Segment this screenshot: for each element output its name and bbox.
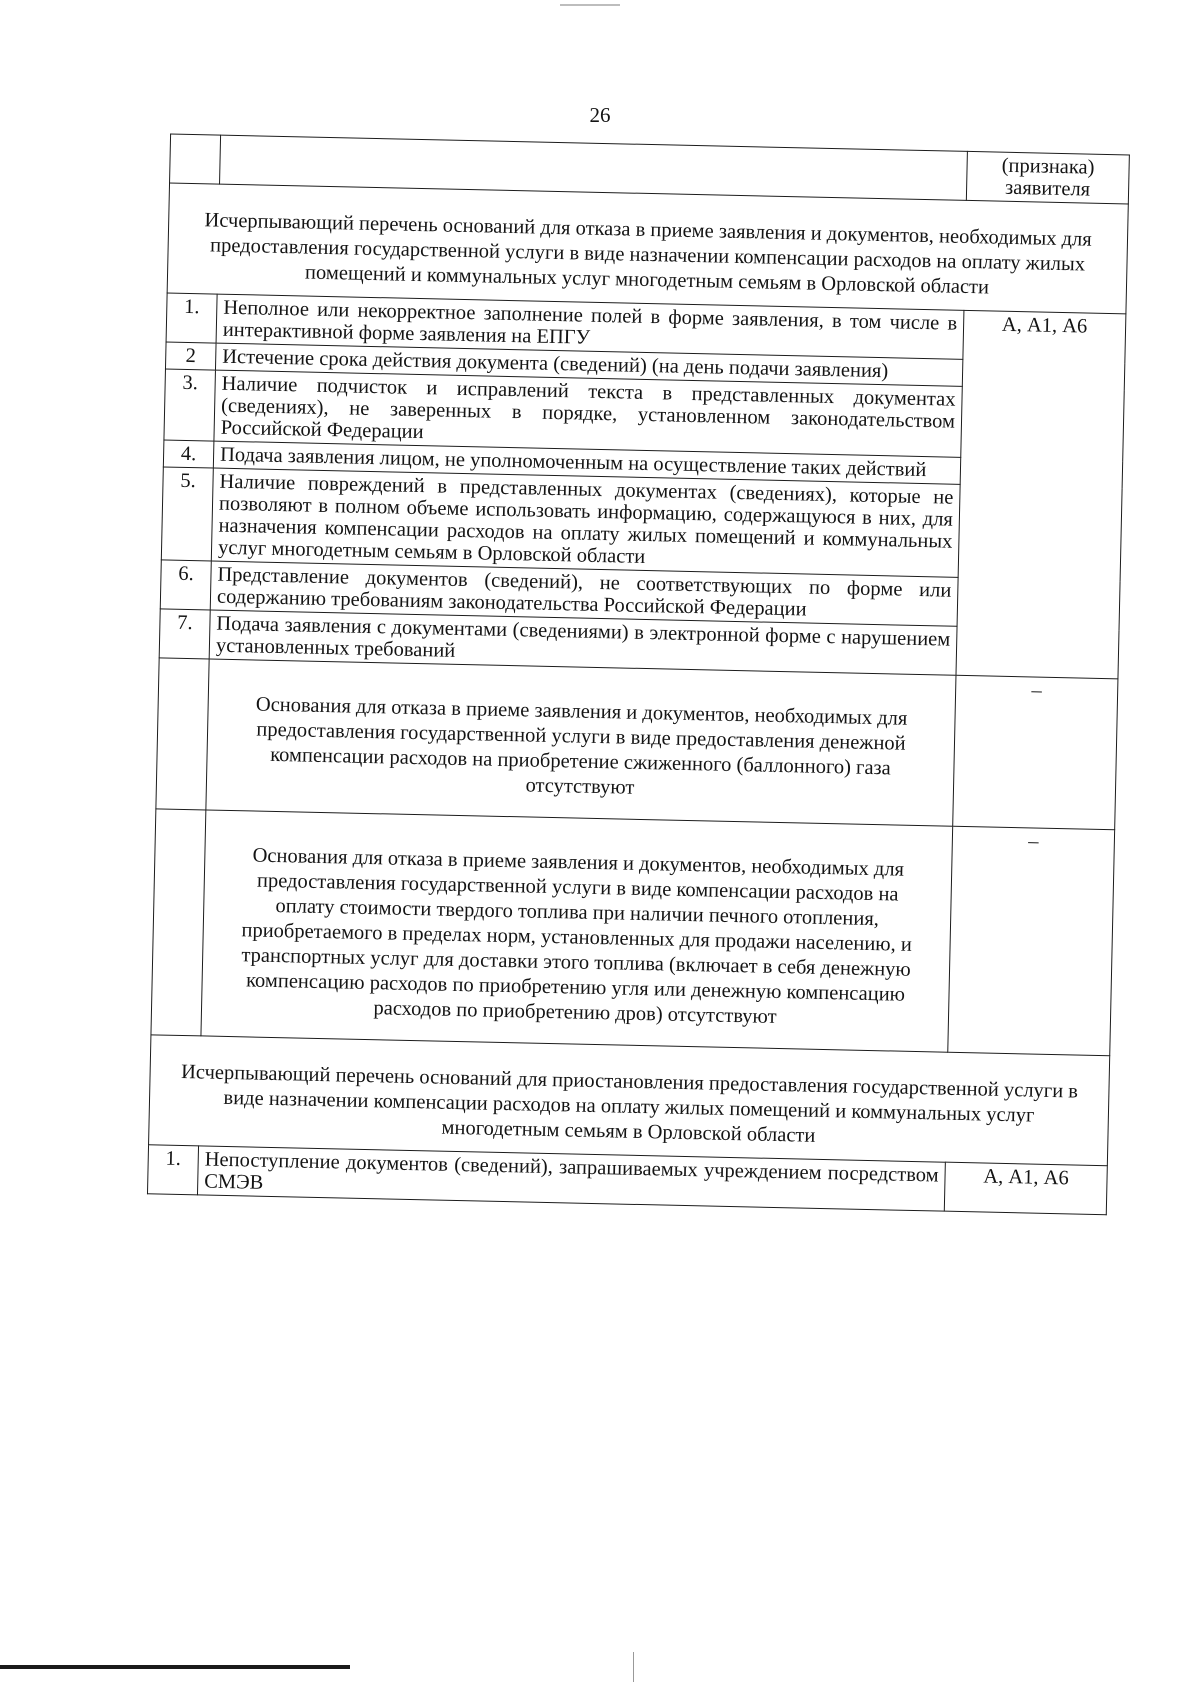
section-3-row — [151, 809, 1115, 1056]
row-number: 1. — [147, 1145, 198, 1195]
section-3-num-cell — [151, 809, 206, 1036]
row-text: Подача заявления с документами (сведениями) в электронной форме с нарушением установленных требований — [209, 610, 957, 675]
grounds-table — [147, 134, 1130, 1216]
row-applicable: А, А1, А6 — [944, 1162, 1107, 1215]
row-text: Наличие повреждений в представленных документах (сведениях), которые не позволяют в полном объеме использовать информацию, содержащуюся в них, для назначения компенсации расходов на оплату жилых помещений и коммунальных услуг многодетным семьям в Орловской области — [211, 468, 960, 577]
section-2-row — [156, 658, 1118, 830]
scan-edge-line — [0, 1665, 350, 1669]
row-number: 2 — [165, 342, 216, 370]
section-1-applicable-cell: А, А1, А6 — [956, 310, 1126, 678]
row-number: 7. — [159, 609, 210, 659]
section-2-num-cell — [156, 658, 209, 810]
row-text: Представление документов (сведений), не соответствующих по форме или содержанию требованиям законодательства Российской Федерации — [210, 561, 958, 626]
section-4-title: Исчерпывающий перечень оснований для приостановления предоставления государственной услуги в виде назначении компенсации расходов на оплату жилых помещений и коммунальных услуг многодетным семьям в Орловской области — [149, 1035, 1110, 1166]
header-applicant-cell: (признака) заявителя — [966, 151, 1129, 204]
page-number: 26 — [589, 103, 611, 127]
section-1-title-row — [167, 183, 1128, 314]
row-text: Непоступление документов (сведений), запрашиваемых учреждением посредством СМЭВ — [197, 1146, 945, 1211]
header-num-cell — [170, 134, 221, 184]
row-number: 3. — [164, 369, 216, 441]
row-number: 6. — [160, 560, 211, 610]
section-4-title-row — [149, 1035, 1110, 1166]
section-2-text: Основания для отказа в приеме заявления и документов, необходимых для предоставления государственной услуги в виде предоставления денежной компенсации расходов на приобретение сжиженного (баллонного) газа отсутствуют — [206, 659, 956, 826]
row-text: Подача заявления лицом, не уполномоченным на осуществление таких действий — [213, 441, 960, 484]
section-3-text: Основания для отказа в приеме заявления и документов, необходимых для предоставления государственной услуги в виде компенсации расходов на оплату стоимости твердого топлива при наличии печного отопления, приобретаемого в пределах норм, установленных для продажи населению, и транспортных услуг для доставки этого топлива (включает в себя денежную компенсацию расходов по приобретению угля или денежную компенсацию расходов по приобретению дров) отсутствуют — [201, 810, 953, 1052]
row-number: 4. — [163, 440, 214, 468]
scan-artifact-top — [560, 4, 620, 6]
row-number: 5. — [161, 467, 213, 561]
row-text: Неполное или некорректное заполнение полей в форме заявления, в том числе в интерактивной форме заявления на ЕПГУ — [216, 294, 964, 359]
section-1-title: Исчерпывающий перечень оснований для отказа в приеме заявления и документов, необходимых для предоставления государственной услуги в виде назначении компенсации расходов на оплату жилых помещений и коммунальных услуг многодетным семьям в Орловской области — [167, 183, 1128, 314]
row-number: 1. — [166, 293, 217, 343]
row-text: Наличие подчисток и исправлений текста в представленных документах (сведениях), не заверенных в порядке, установленном законодательством Российской Федерации — [214, 370, 962, 457]
scan-artifact-bottom — [633, 1652, 634, 1682]
grounds-table-sheet — [147, 134, 1130, 1216]
section-2-applicable: – — [953, 675, 1118, 829]
section-3-applicable: – — [948, 826, 1115, 1055]
row-text: Истечение срока действия документа (сведений) (на день подачи заявления) — [215, 343, 962, 386]
